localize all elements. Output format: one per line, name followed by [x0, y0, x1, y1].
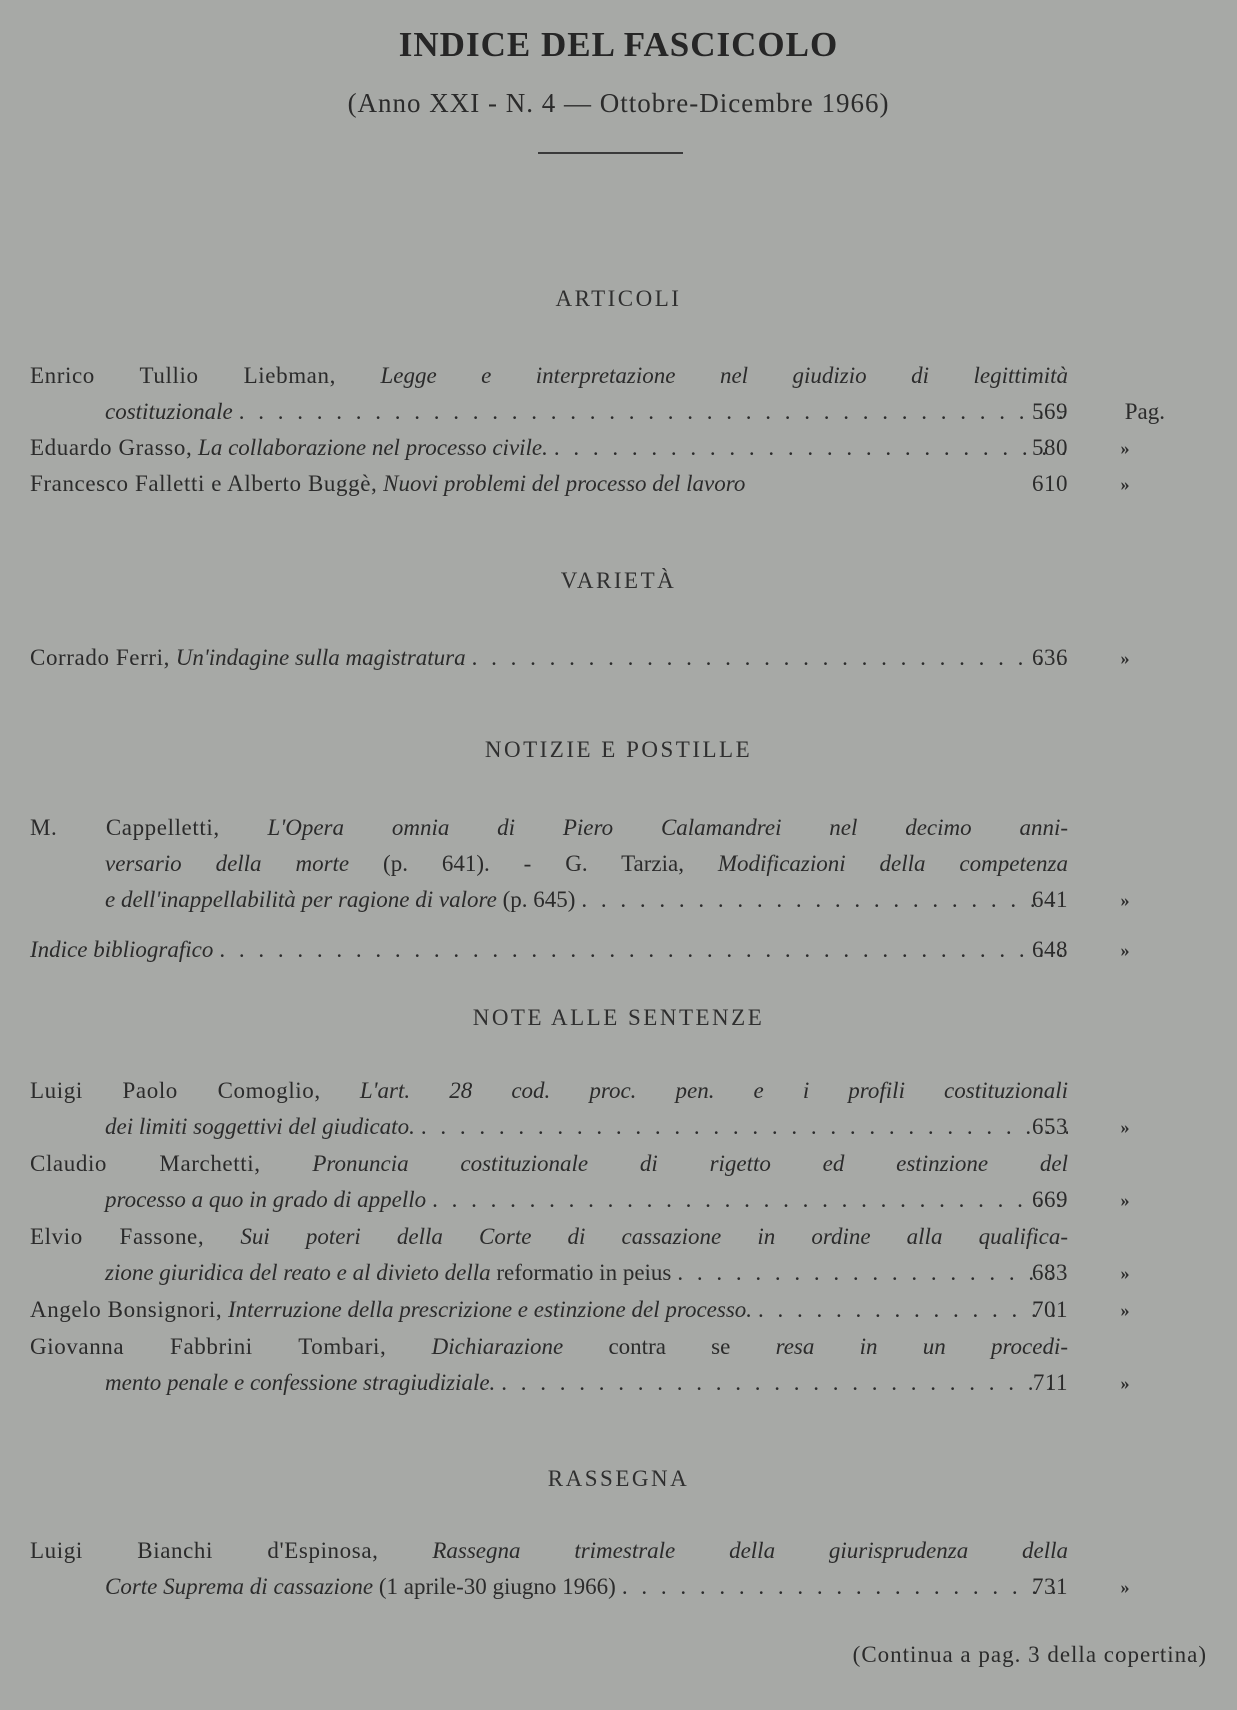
page-number: 648: [1032, 937, 1068, 962]
ditto-mark: »: [1120, 1373, 1130, 1393]
entry-author: M. Cappelletti,: [30, 815, 220, 840]
title-divider: [538, 152, 683, 154]
page-number: 701: [1032, 1297, 1068, 1322]
toc-entry-line: [30, 846, 1068, 882]
page-title: INDICE DEL FASCICOLO: [398, 25, 839, 64]
issue-subtitle: (Anno XXI - N. 4 — Ottobre-Dicembre 1966): [347, 88, 890, 118]
toc-entry-line: [30, 1255, 1130, 1291]
entry-author: Corrado Ferri,: [30, 645, 170, 670]
toc-entry-line: [30, 882, 1130, 918]
entry-title: mento penale e confessione stragiudiziale.: [105, 1370, 496, 1395]
entry-title: Nuovi problemi del processo del lavoro: [383, 471, 746, 496]
page-number: 569: [1032, 399, 1068, 424]
section-heading-note: NOTE ALLE SENTENZE: [472, 1005, 765, 1030]
leader-dots: [432, 1182, 1068, 1218]
pag-label: Pag.: [1124, 399, 1165, 424]
section-heading-notizie: NOTIZIE E POSTILLE: [484, 737, 753, 762]
entry-title: processo a quo in grado di appello: [105, 1187, 427, 1212]
entry-title: Rassegna trimestrale della giurisprudenza della: [432, 1538, 1068, 1563]
entry-text: reformatio in peius: [496, 1260, 672, 1285]
entry-title: Interruzione della prescrizione e estinzione del processo.: [228, 1297, 753, 1322]
section-heading-varieta: VARIETÀ: [560, 568, 677, 593]
toc-entry-line: [30, 466, 1130, 502]
ditto-mark: »: [1120, 1117, 1130, 1137]
ditto-mark: »: [1120, 648, 1130, 668]
toc-entry-line: [30, 1329, 1068, 1365]
toc-entry-line: [30, 1146, 1068, 1182]
leader-dots: [421, 1109, 1068, 1145]
toc-entry: [30, 1073, 1205, 1145]
toc-entry: [30, 932, 1205, 968]
entry-title: Corte Suprema di cassazione: [105, 1574, 374, 1599]
ditto-mark: »: [1120, 940, 1130, 960]
continuation-note: (Continua a pag. 3 della copertina): [852, 1642, 1207, 1667]
page-number: 711: [1032, 1370, 1068, 1395]
toc-entry: [30, 640, 1205, 676]
entry-text: (1 aprile-30 giugno 1966): [378, 1574, 616, 1599]
entry-title: e dell'inappellabilità per ragione di valore: [105, 887, 497, 912]
entry-title: versario della morte: [105, 851, 350, 876]
entry-author: Enrico Tullio Liebman,: [30, 363, 336, 388]
entry-text: (p. 645): [502, 887, 576, 912]
ditto-mark: »: [1120, 1577, 1130, 1597]
ditto-mark: »: [1120, 438, 1130, 458]
entry-author: Elvio Fassone,: [30, 1224, 205, 1249]
entry-text: (p. 641). - G. Tarzia,: [383, 851, 684, 876]
toc-entry: [30, 1146, 1205, 1218]
toc-entry: [30, 1329, 1205, 1401]
entry-title: Dichiarazione: [431, 1334, 564, 1359]
entry-title: La collaborazione nel processo civile.: [198, 435, 548, 460]
toc-entry-line: [30, 1219, 1068, 1255]
entry-title: Legge e interpretazione nel giudizio di legittimità: [380, 363, 1068, 388]
entry-author: Giovanna Fabbrini Tombari,: [30, 1334, 387, 1359]
entry-title: Un'indagine sulla magistratura: [175, 645, 466, 670]
leader-dots: [472, 640, 1068, 676]
page-number: 610: [1032, 471, 1068, 496]
toc-entry-line: [30, 1533, 1068, 1569]
toc-entry: [30, 1292, 1205, 1328]
toc-entry-line: [30, 1109, 1130, 1145]
toc-entry: [30, 466, 1205, 502]
ditto-mark: »: [1120, 1300, 1130, 1320]
leader-dots: [554, 430, 1068, 466]
toc-entry-line: [30, 640, 1130, 676]
toc-entry-line: [30, 1569, 1130, 1605]
leader-dots: [581, 882, 1068, 918]
ditto-mark: »: [1120, 474, 1130, 494]
toc-entry-line: [30, 394, 1165, 430]
page-number: 636: [1032, 645, 1068, 670]
leader-dots: [219, 932, 1068, 968]
entry-author: Angelo Bonsignori,: [30, 1297, 223, 1322]
entry-title: L'art. 28 cod. proc. pen. e i profili costituzionali: [359, 1078, 1068, 1103]
entry-author: Luigi Paolo Comoglio,: [30, 1078, 321, 1103]
entry-title: costituzionale: [105, 399, 233, 424]
page-number: 731: [1032, 1574, 1068, 1599]
entry-title: Indice bibliografico: [30, 937, 214, 962]
toc-entry-line: [30, 810, 1068, 846]
toc-entry: [30, 358, 1205, 430]
entry-title: Pronuncia costituzionale di rigetto ed estinzione del: [312, 1151, 1068, 1176]
entry-title: L'Opera omnia di Piero Calamandrei nel decimo anni-: [267, 815, 1068, 840]
page-number: 641: [1032, 887, 1068, 912]
section-heading-articoli: ARTICOLI: [555, 286, 682, 311]
entry-author: Eduardo Grasso,: [30, 435, 193, 460]
entry-author: Luigi Bianchi d'Espinosa,: [30, 1538, 379, 1563]
entry-text: contra se: [608, 1334, 731, 1359]
entry-author: Claudio Marchetti,: [30, 1151, 261, 1176]
ditto-mark: »: [1120, 1263, 1130, 1283]
toc-entry: [30, 430, 1205, 466]
entry-title: dei limiti soggettivi del giudicato.: [105, 1114, 415, 1139]
section-heading-rassegna: RASSEGNA: [547, 1466, 690, 1491]
toc-entry: [30, 810, 1205, 918]
toc-entry: [30, 1219, 1205, 1291]
page-number: 653: [1032, 1114, 1068, 1139]
entry-author: Francesco Falletti e Alberto Buggè,: [30, 471, 378, 496]
leader-dots: [501, 1365, 1068, 1401]
entry-title: Modificazioni della competenza: [717, 851, 1068, 876]
page-number: 580: [1032, 435, 1068, 460]
ditto-mark: »: [1120, 890, 1130, 910]
page-number: 683: [1032, 1260, 1068, 1285]
entry-title: Sui poteri della Corte di cassazione in ordine alla qualifica-: [240, 1224, 1068, 1249]
toc-entry-line: [30, 1073, 1068, 1109]
toc-entry-line: [30, 430, 1130, 466]
toc-entry: [30, 1533, 1205, 1605]
toc-entry-line: [30, 1182, 1130, 1218]
page-number: 669: [1032, 1187, 1068, 1212]
toc-entry-line: [30, 932, 1130, 968]
leader-dots: [239, 394, 1068, 430]
toc-entry-line: [30, 1292, 1130, 1328]
entry-title: zione giuridica del reato e al divieto della: [105, 1260, 491, 1285]
entry-title: resa in un procedi-: [775, 1334, 1068, 1359]
toc-entry-line: [30, 1365, 1130, 1401]
toc-entry-line: [30, 358, 1068, 394]
ditto-mark: »: [1120, 1190, 1130, 1210]
